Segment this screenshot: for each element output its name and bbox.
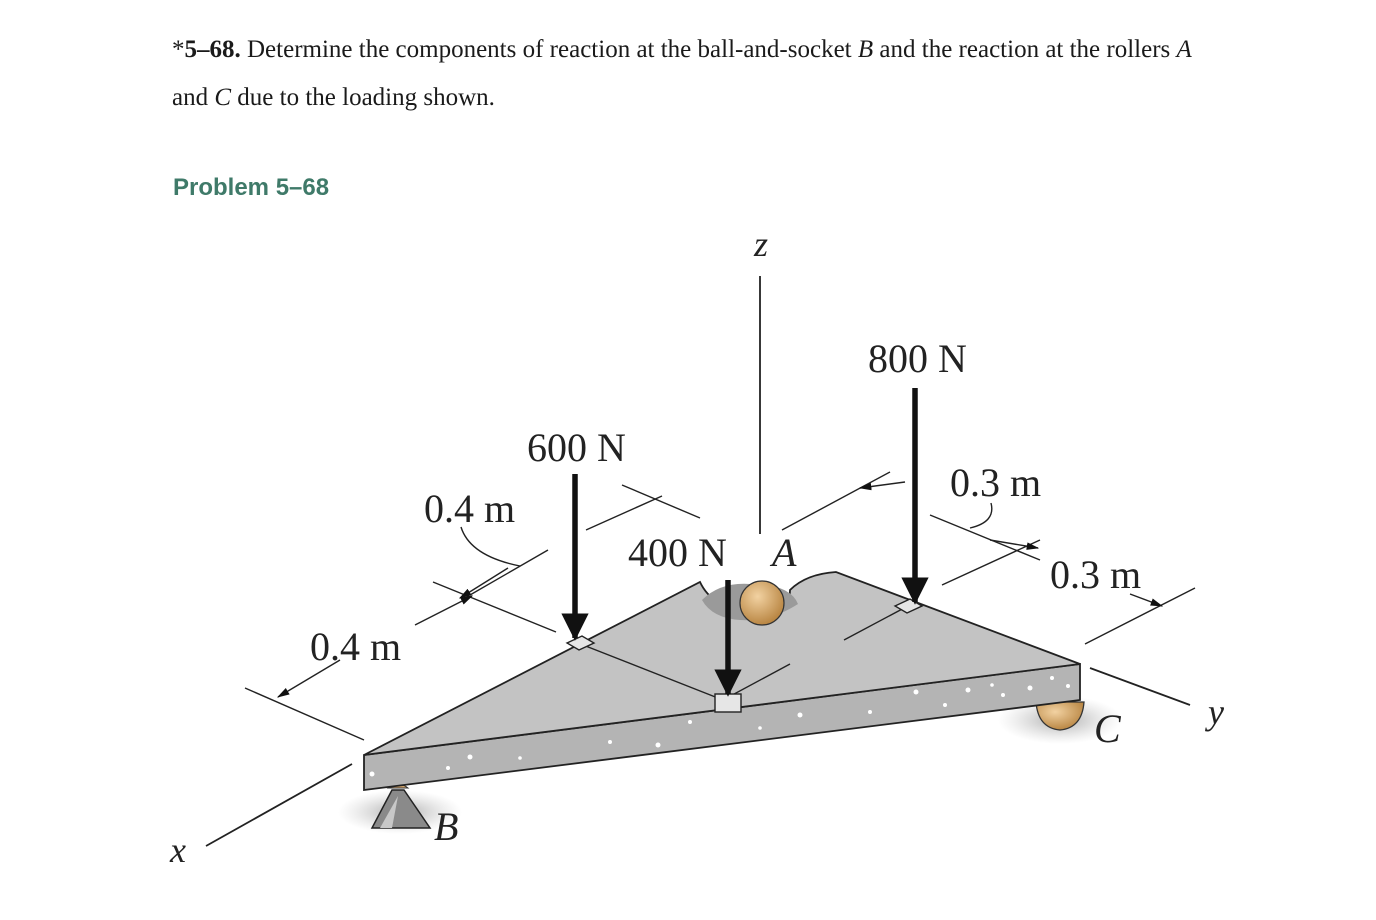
var-b: B — [857, 36, 874, 63]
y-axis — [1090, 668, 1190, 705]
var-c: C — [214, 84, 232, 111]
statement-part-2: and the reaction at the rollers — [873, 36, 1177, 63]
statement-part-1: Determine the components of reaction at the ball-and-socket — [240, 36, 858, 63]
problem-number: 5–68. — [184, 36, 241, 63]
statement-part-3: due to the loading shown. — [231, 84, 495, 111]
dim-label-0-4m-lower: 0.4 m — [310, 624, 402, 669]
point-a-label: A — [772, 530, 797, 575]
point-c-label: C — [1094, 706, 1121, 751]
force-600-label: 600 N — [527, 425, 626, 470]
dim-label-0-3m-upper: 0.3 m — [950, 460, 1042, 505]
x-axis-label: x — [170, 830, 186, 870]
dim-label-0-3m-lower: 0.3 m — [1050, 552, 1142, 597]
force-800-label: 800 N — [868, 336, 967, 381]
problem-star: * — [172, 36, 185, 63]
dim-label-0-4m-upper: 0.4 m — [424, 486, 516, 531]
and-word: and — [172, 84, 215, 111]
x-axis — [206, 764, 352, 846]
z-axis-label: z — [754, 224, 769, 264]
problem-heading: Problem 5–68 — [173, 174, 330, 201]
force-400-label: 400 N — [628, 530, 727, 575]
var-a: A — [1176, 36, 1192, 63]
y-axis-label: y — [1208, 692, 1224, 732]
point-b-label: B — [434, 804, 459, 849]
